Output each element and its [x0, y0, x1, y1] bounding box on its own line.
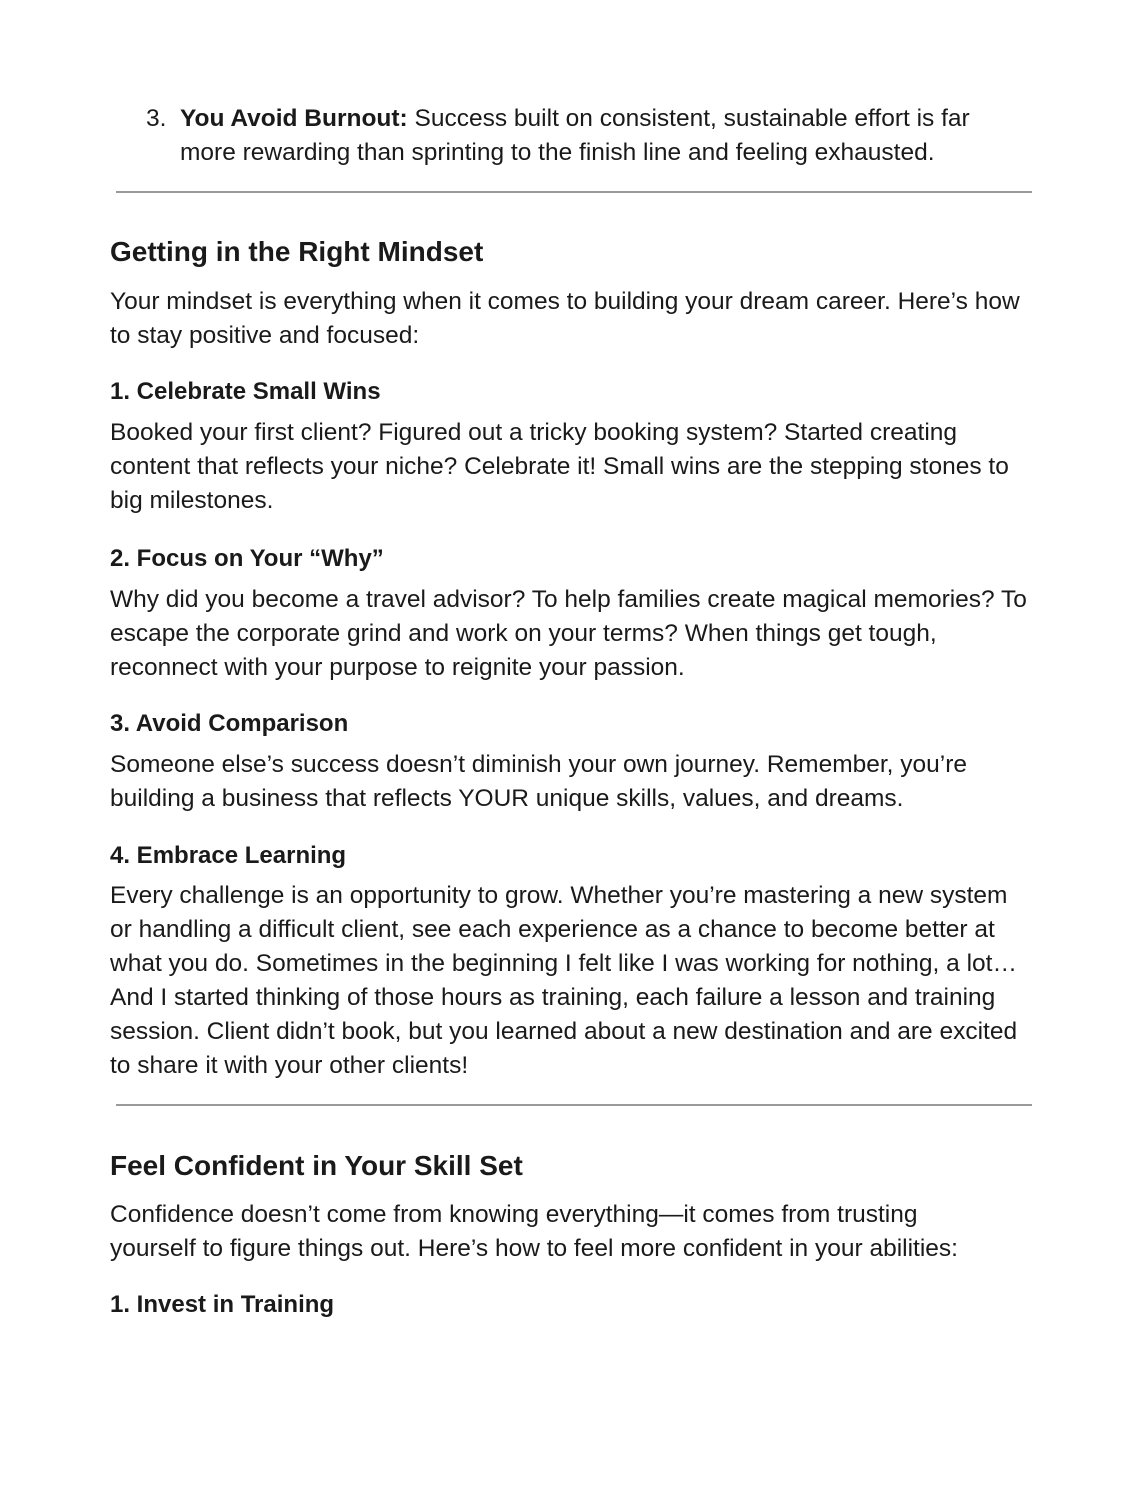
list-item-text — [180, 102, 1026, 170]
tip-body: Booked your first client? Figured out a tricky booking system? Started creating content that reflects your niche? Celebrate it! Small wins are the stepping stones to big milestones. — [110, 419, 1009, 514]
section-heading-confidence: Feel Confident in Your Skill Set — [110, 1150, 523, 1181]
list-item-body: Success built on consistent, sustainable effort is far more rewarding than sprinting to the finish line and feeling exhausted. — [180, 105, 970, 166]
tip-heading: 3. Avoid Comparison — [110, 710, 349, 737]
tip-body: Why did you become a travel advisor? To help families create magical memories? To escape the corporate grind and work on your terms? When things get tough, reconnect with your purpose to reignite your passion. — [110, 586, 1027, 681]
tip-heading: 2. Focus on Your “Why” — [110, 545, 384, 572]
tip-heading: 1. Invest in Training — [110, 1291, 335, 1318]
confidence-intro: Confidence doesn’t come from knowing everything—it comes from trusting yourself to figure things out. Here’s how to feel more confident in your abilities: — [110, 1201, 958, 1262]
tip-body: Someone else’s success doesn’t diminish your own journey. Remember, you’re building a business that reflects YOUR unique skills, values, and dreams. — [110, 751, 968, 812]
mindset-intro: Your mindset is everything when it comes to building your dream career. Here’s how to stay positive and focused: — [110, 288, 1020, 349]
section-divider — [116, 191, 1032, 193]
tip-heading: 1. Celebrate Small Wins — [110, 378, 381, 405]
section-divider — [116, 1104, 1032, 1106]
list-number: 3. — [146, 105, 167, 132]
tip-body: Every challenge is an opportunity to grow. Whether you’re mastering a new system or handling a difficult client, see each experience as a chance to become better at what you do. Sometimes in the beginning I felt like I was working for nothing, a lot… And I started thinking of those hours as training, each failure a lesson and training session. Client didn’t book, but you learned about a new destination and are excited to share it with your other clients! — [110, 882, 1018, 1079]
list-item-avoid-burnout — [146, 102, 1026, 170]
tip-heading: 4. Embrace Learning — [110, 842, 347, 869]
list-item-title: You Avoid Burnout: — [180, 105, 408, 132]
section-heading-mindset: Getting in the Right Mindset — [110, 236, 484, 267]
